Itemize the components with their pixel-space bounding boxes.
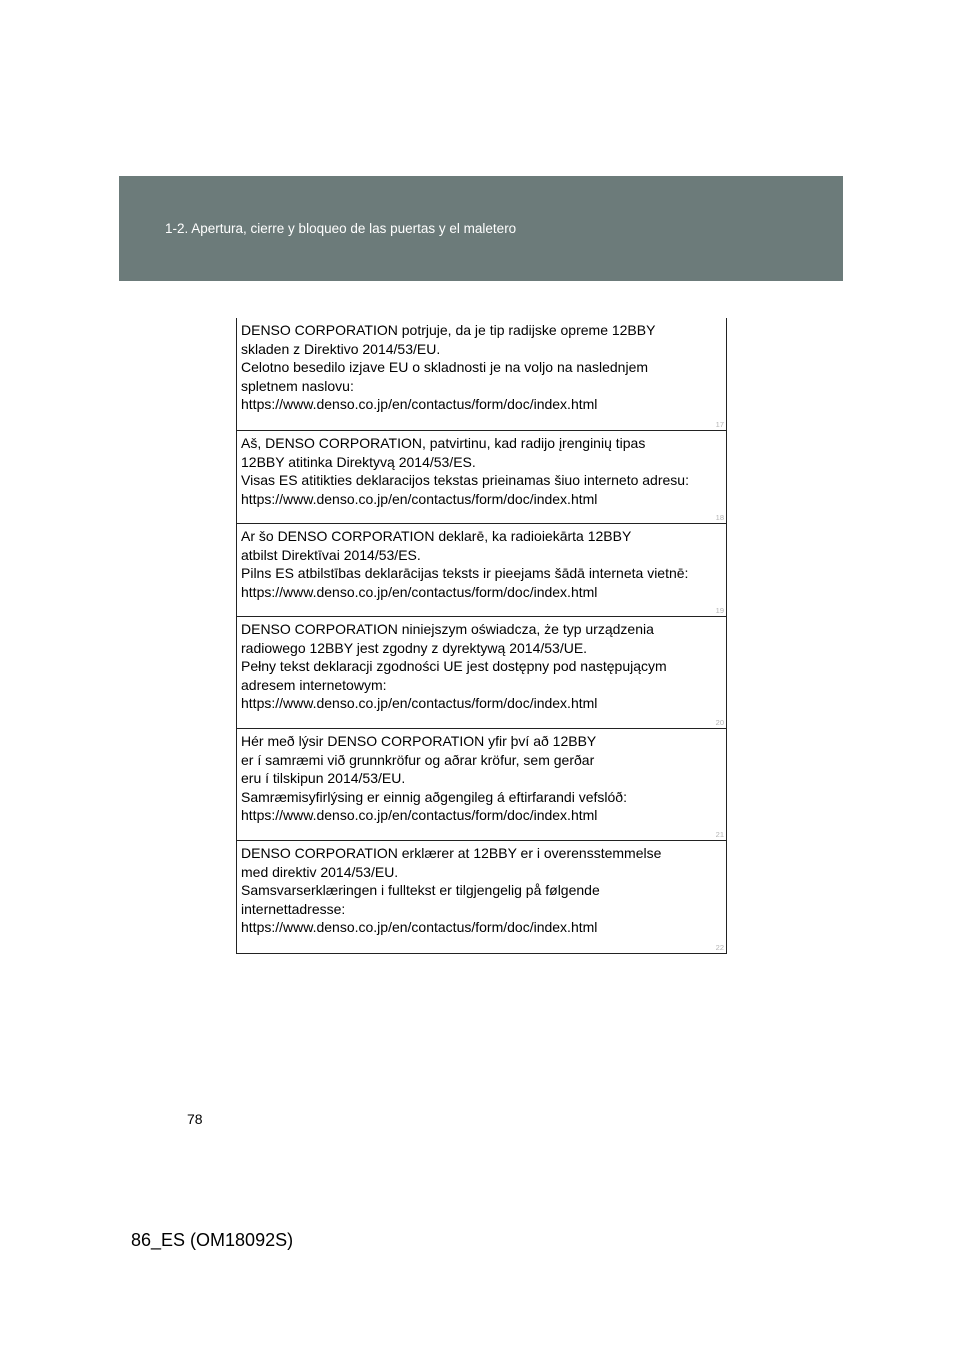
section-title: 1-2. Apertura, cierre y bloqueo de las puertas y el maletero — [165, 221, 517, 236]
declaration-row — [237, 841, 726, 953]
document-code: 86_ES (OM18092S) — [131, 1230, 294, 1250]
declaration-text-line: Aš, DENSO CORPORATION, patvirtinu, kad radijo įrenginių tipas — [241, 435, 646, 451]
declaration-text-line: DENSO CORPORATION niniejszym oświadcza, że typ urządzenia — [241, 621, 654, 637]
declaration-text-line: https://www.denso.co.jp/en/contactus/form/doc/index.html — [241, 583, 598, 600]
declaration-number: 17 — [715, 420, 724, 429]
declaration-number: 20 — [715, 718, 724, 727]
section-header-band — [119, 176, 843, 281]
declaration-number: 22 — [715, 943, 724, 952]
declaration-number: 21 — [715, 830, 724, 839]
declaration-text-line: https://www.denso.co.jp/en/contactus/form/doc/index.html — [241, 919, 598, 935]
declaration-text-line: spletnem naslovu: — [241, 377, 354, 394]
declaration-row — [237, 431, 726, 524]
declaration-table — [236, 318, 727, 954]
declaration-text-line: er í samræmi við grunnkröfur og aðrar kröfur, sem gerðar — [241, 751, 595, 768]
declaration-row — [237, 617, 726, 729]
declaration-text-line: internettadresse: — [241, 900, 346, 917]
declaration-text-line: Visas ES atitikties deklaracijos tekstas prieinamas šiuo interneto adresu: — [241, 472, 689, 488]
declaration-text-line: Ar šo DENSO CORPORATION deklarē, ka radioiekārta 12BBY — [241, 528, 632, 544]
declaration-text-line: https://www.denso.co.jp/en/contactus/form/doc/index.html — [241, 807, 598, 823]
declaration-row — [237, 318, 726, 431]
declaration-text-line: med direktiv 2014/53/EU. — [241, 863, 399, 880]
declaration-text-line: Samsvarserklæringen i fulltekst er tilgjengelig på følgende — [241, 882, 600, 898]
declaration-number: 18 — [715, 513, 724, 522]
declaration-row — [237, 524, 726, 617]
declaration-text-line: https://www.denso.co.jp/en/contactus/form/doc/index.html — [241, 695, 598, 711]
declaration-text-line: Pełny tekst deklaracji zgodności UE jest dostępny pod następującym — [241, 658, 667, 674]
declaration-text-line: skladen z Direktivo 2014/53/EU. — [241, 340, 441, 357]
declaration-number: 19 — [715, 606, 724, 615]
declaration-text-line: https://www.denso.co.jp/en/contactus/form/doc/index.html — [241, 490, 598, 507]
declaration-text-line: DENSO CORPORATION potrjuje, da je tip radijske opreme 12BBY — [241, 322, 656, 338]
declaration-text-line: DENSO CORPORATION erklærer at 12BBY er i overensstemmelse — [241, 845, 662, 861]
declaration-text-line: https://www.denso.co.jp/en/contactus/form/doc/index.html — [241, 396, 598, 412]
declaration-text-line: adresem internetowym: — [241, 676, 387, 693]
declaration-text-line: radiowego 12BBY jest zgodny z dyrektywą 2014/53/UE. — [241, 639, 588, 656]
page-number: 78 — [187, 1111, 203, 1127]
declaration-text-line: eru í tilskipun 2014/53/EU. — [241, 770, 406, 786]
declaration-text-line: 12BBY atitinka Direktyvą 2014/53/ES. — [241, 453, 476, 470]
declaration-row — [237, 729, 726, 841]
declaration-text-line: Samræmisyfirlýsing er einnig aðgengileg á eftirfarandi vefslóð: — [241, 788, 627, 805]
declaration-text-line: atbilst Direktīvai 2014/53/ES. — [241, 546, 421, 563]
declaration-text-line: Pilns ES atbilstības deklarācijas teksts ir pieejams šādā interneta vietnē: — [241, 565, 689, 581]
declaration-text-line: Celotno besedilo izjave EU o skladnosti je na voljo na naslednjem — [241, 359, 649, 375]
declaration-text-line: Hér með lýsir DENSO CORPORATION yfir því að 12BBY — [241, 733, 597, 749]
